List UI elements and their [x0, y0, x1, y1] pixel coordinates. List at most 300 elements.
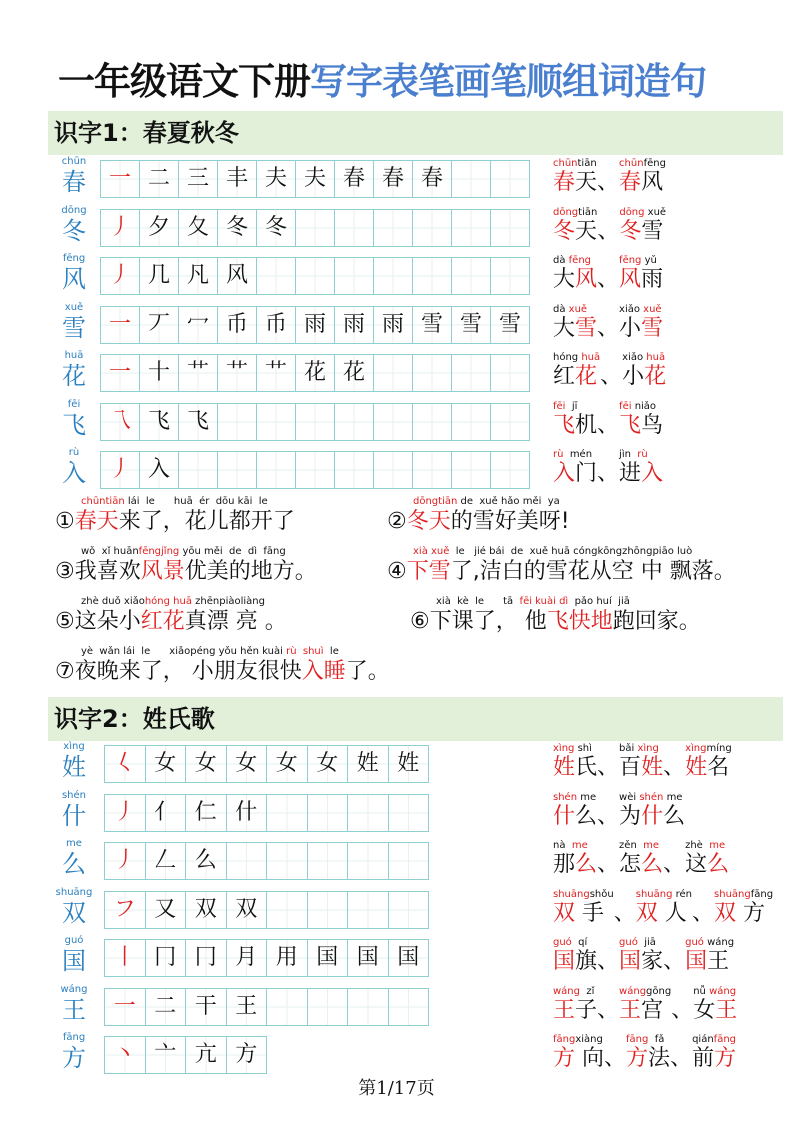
word-item: [553, 937, 597, 975]
plain-text: 了,洁白的雪花从空 中 飘落。: [450, 559, 736, 584]
word-chars: [553, 219, 597, 245]
word-chars: [692, 1046, 736, 1072]
word-item: [553, 840, 597, 878]
char-label: [52, 984, 96, 1025]
word-pinyin: [619, 743, 663, 755]
stroke-cell: 仁: [186, 795, 227, 831]
plain-text: shǒu: [589, 888, 614, 900]
separator: 、: [692, 900, 715, 926]
word-pinyin: [619, 937, 663, 949]
sentence-text: [55, 509, 295, 535]
plain-text: 么: [575, 803, 598, 829]
stroke-cell: 丿: [105, 843, 146, 879]
plain-text: wáng: [703, 937, 735, 948]
word-chars: [553, 901, 614, 927]
stroke-cell: [257, 258, 296, 294]
plain-text: shì: [574, 743, 592, 754]
stroke-cell: 十: [140, 355, 179, 391]
highlight-text: huā: [646, 352, 666, 363]
separator: 、: [597, 949, 620, 974]
plain-text: míng: [706, 743, 732, 754]
char-label: [52, 838, 96, 879]
char-label: [52, 253, 96, 294]
char-pinyin: xìng: [63, 741, 85, 752]
plain-text: 大: [553, 267, 576, 292]
plain-text: pǎo huí jiā: [568, 596, 630, 607]
word-pinyin: [619, 449, 663, 461]
stroke-grid: [100, 160, 530, 198]
stroke-cell: 国: [389, 940, 430, 976]
sentence-text: [387, 509, 570, 535]
char-pinyin: fēi: [67, 398, 81, 410]
highlight-text: 什: [641, 803, 664, 829]
word-chars: [553, 755, 597, 781]
plain-text: 女: [693, 997, 716, 1023]
char-label: [52, 399, 96, 440]
char-glyph: 姓: [62, 753, 86, 781]
stroke-grid: [100, 257, 530, 295]
plain-text: zǐ: [580, 985, 595, 997]
stroke-grid: [104, 745, 429, 783]
plain-text: le jié bái de xuě huā cóngkōngzhōngpiāo luò: [449, 546, 693, 557]
sentence-number: ③: [55, 559, 75, 584]
separator: 、: [597, 852, 620, 877]
highlight-text: 入: [553, 461, 576, 486]
word-pinyin: [619, 158, 666, 170]
sentence-text: [55, 609, 287, 635]
char-pinyin: dōng: [61, 204, 87, 216]
stroke-cell: 几: [140, 258, 179, 294]
word-pinyin: [636, 889, 692, 901]
plain-text: 门: [575, 461, 598, 486]
stroke-grid: [100, 209, 530, 247]
word-item: [714, 889, 773, 927]
stroke-cell: 一: [101, 355, 140, 391]
stroke-cell: 国: [308, 940, 349, 976]
stroke-cell: 花: [296, 355, 335, 391]
stroke-cell: 𠃋: [146, 843, 187, 879]
plain-text: 了。: [345, 659, 390, 684]
char-pinyin: shuāng: [55, 886, 93, 898]
sentence-pinyin: [55, 646, 390, 659]
stroke-cell: [413, 404, 452, 440]
highlight-text: xuě: [568, 303, 588, 315]
separator: 、: [600, 364, 623, 389]
word-item: [553, 743, 597, 781]
char-pinyin: huā: [64, 350, 84, 361]
highlight-text: 么: [641, 852, 664, 877]
sentence-text: [387, 559, 736, 585]
word-item: [619, 986, 671, 1024]
separator: 、: [597, 315, 620, 341]
highlight-text: fēi: [553, 400, 569, 412]
word-item: [619, 207, 666, 245]
word-item: [685, 937, 734, 975]
stroke-cell: [452, 210, 491, 246]
stroke-grid: [104, 939, 429, 977]
word-chars: [619, 804, 685, 830]
stroke-cell: [374, 452, 413, 488]
page-title: [58, 58, 706, 108]
stroke-grid: [104, 891, 429, 929]
highlight-text: xìng: [553, 743, 575, 754]
example-sentence: [55, 596, 287, 635]
stroke-cell: [296, 210, 335, 246]
stroke-cell: [267, 892, 308, 928]
highlight-text: 飞: [553, 412, 576, 438]
stroke-cell: 亢: [186, 1037, 227, 1073]
word-pinyin: [553, 986, 597, 998]
word-chars: [553, 267, 597, 293]
stroke-cell: 一: [105, 989, 146, 1025]
stroke-cell: 冂: [186, 940, 227, 976]
stroke-cell: [335, 258, 374, 294]
stroke-cell: 春: [374, 161, 413, 197]
stroke-cell: [374, 404, 413, 440]
highlight-text: 方: [626, 1046, 649, 1071]
stroke-cell: [491, 258, 530, 294]
word-item: [693, 986, 737, 1024]
sentence-pinyin: [387, 546, 736, 559]
highlight-text: 雪: [641, 315, 664, 341]
stroke-cell: [227, 843, 268, 879]
plain-text: 人: [657, 900, 687, 926]
plain-text: yōu měi de dì fāng: [179, 546, 286, 557]
word-item: [553, 792, 597, 830]
highlight-text: 方: [714, 1046, 737, 1071]
plain-text: qí: [571, 937, 588, 948]
word-group: [553, 352, 666, 390]
plain-text: 下课了， 他: [429, 609, 547, 634]
word-pinyin: [553, 304, 597, 316]
word-pinyin: [692, 1034, 736, 1046]
separator: 、: [670, 1046, 693, 1071]
highlight-text: xìng: [685, 743, 707, 754]
stroke-cell: [452, 161, 491, 197]
word-pinyin: [619, 792, 685, 804]
plain-text: 跑回家。: [612, 609, 701, 634]
word-pinyin: [553, 401, 597, 413]
word-item: [553, 986, 597, 1024]
stroke-cell: 二: [146, 989, 187, 1025]
plain-text: 方: [736, 900, 766, 926]
page-number: 第1/17页: [358, 1078, 435, 1099]
separator: 、: [597, 803, 620, 829]
word-chars: [619, 219, 666, 245]
plain-text: nǚ: [693, 985, 710, 997]
highlight-text: 冬天: [406, 509, 451, 534]
char-label: [52, 887, 96, 928]
highlight-text: 双: [635, 900, 658, 926]
plain-text: wèi: [619, 791, 640, 803]
highlight-text: chūntiān: [81, 496, 125, 507]
highlight-text: fāng: [713, 1034, 737, 1045]
stroke-cell: 双: [227, 892, 268, 928]
word-pinyin: [619, 304, 663, 316]
stroke-cell: 夂: [179, 210, 218, 246]
char-label: [52, 790, 96, 831]
stroke-cell: [179, 452, 218, 488]
plain-text: xiǎo: [622, 352, 647, 363]
stroke-cell: 币: [218, 307, 257, 343]
char-pinyin: shén: [61, 789, 87, 801]
stroke-cell: [296, 404, 335, 440]
stroke-cell: 丶: [105, 1037, 146, 1073]
stroke-cell: 风: [218, 258, 257, 294]
highlight-text: wáng: [709, 985, 737, 997]
highlight-text: me: [571, 840, 588, 851]
word-item: [619, 792, 685, 830]
stroke-cell: [308, 892, 349, 928]
plain-text: 王: [707, 949, 730, 974]
separator: 、: [597, 461, 620, 486]
char-glyph: 入: [62, 459, 86, 487]
plain-text: 法: [648, 1046, 671, 1071]
stroke-cell: [452, 258, 491, 294]
highlight-text: 什: [553, 803, 576, 829]
example-sentence: [387, 496, 570, 535]
plain-text: wǒ xǐ huān: [81, 546, 139, 557]
word-group: [553, 792, 685, 830]
plain-text: tiān: [577, 158, 597, 169]
highlight-text: dōng: [553, 206, 579, 218]
char-glyph: 花: [62, 362, 86, 390]
highlight-text: 国: [619, 949, 642, 974]
stroke-cell: [374, 210, 413, 246]
stroke-cell: [218, 452, 257, 488]
stroke-cell: 夕: [140, 210, 179, 246]
stroke-cell: [491, 452, 530, 488]
plain-text: dà: [553, 303, 569, 315]
char-glyph: 冬: [62, 216, 86, 245]
highlight-text: fāng: [553, 1034, 576, 1045]
word-chars: [636, 901, 692, 927]
word-group: [553, 401, 663, 439]
char-pinyin: chūn: [61, 156, 87, 167]
stroke-cell: 冬: [257, 210, 296, 246]
sentence-pinyin: [55, 596, 287, 609]
highlight-text: 国: [685, 949, 708, 974]
plain-text: 向: [575, 1046, 605, 1071]
plain-text: bǎi: [619, 743, 638, 754]
word-item: [622, 352, 666, 390]
word-pinyin: [553, 207, 597, 219]
sentence-pinyin: [55, 496, 295, 509]
char-glyph: 什: [62, 801, 86, 830]
stroke-cell: 冬: [218, 210, 257, 246]
word-group: [553, 255, 663, 293]
stroke-cell: 入: [140, 452, 179, 488]
word-pinyin: [619, 401, 663, 413]
highlight-text: xìng: [637, 743, 659, 754]
plain-text: le: [323, 646, 339, 657]
word-chars: [553, 804, 597, 830]
separator: 、: [604, 1046, 627, 1071]
stroke-cell: 夫: [257, 161, 296, 197]
stroke-cell: 丿: [101, 210, 140, 246]
word-group: [553, 449, 663, 487]
word-chars: [619, 755, 663, 781]
sentence-text: [55, 559, 317, 585]
plain-text: zěn: [619, 840, 644, 851]
plain-text: jiā: [637, 937, 656, 948]
stroke-cell: [348, 843, 389, 879]
plain-text: me: [577, 791, 597, 803]
section-heading-1: [48, 111, 783, 155]
stroke-cell: [267, 795, 308, 831]
plain-text: 红: [553, 364, 576, 389]
stroke-cell: 女: [308, 746, 349, 782]
stroke-cell: 干: [186, 989, 227, 1025]
stroke-cell: 雨: [335, 307, 374, 343]
stroke-cell: 二: [140, 161, 179, 197]
word-chars: [685, 949, 734, 975]
stroke-grid: [104, 842, 429, 880]
stroke-cell: 飞: [140, 404, 179, 440]
word-pinyin: [714, 889, 773, 901]
highlight-text: guó: [685, 937, 704, 948]
highlight-text: fēngjǐng: [138, 546, 180, 557]
highlight-text: 方: [553, 1046, 576, 1071]
word-item: [553, 1034, 604, 1072]
stroke-cell: 三: [179, 161, 218, 197]
plain-text: 子: [575, 997, 598, 1023]
highlight-text: 姓: [553, 755, 576, 780]
stroke-cell: 春: [413, 161, 452, 197]
stroke-cell: 方: [227, 1037, 268, 1073]
highlight-text: 王: [553, 997, 576, 1023]
stroke-grid: [100, 306, 530, 344]
separator: 、: [613, 900, 636, 926]
highlight-text: 入睡: [301, 659, 346, 684]
stroke-cell: 艹: [218, 355, 257, 391]
stroke-cell: [389, 989, 430, 1025]
char-glyph: 雪: [62, 313, 86, 342]
separator: 、: [663, 852, 686, 877]
plain-text: 氏: [575, 755, 598, 780]
stroke-cell: [296, 258, 335, 294]
stroke-cell: 姓: [389, 746, 430, 782]
word-chars: [553, 413, 597, 439]
word-pinyin: [553, 352, 600, 364]
plain-text: 的雪好美呀!: [450, 509, 570, 534]
stroke-cell: 雪: [452, 307, 491, 343]
highlight-text: wáng: [553, 985, 580, 997]
highlight-text: 冬: [553, 218, 576, 244]
word-group: [553, 304, 663, 342]
stroke-cell: 艹: [257, 355, 296, 391]
plain-text: 我喜欢: [74, 559, 141, 584]
highlight-text: 花: [575, 364, 598, 389]
stroke-grid: [104, 1036, 267, 1074]
word-pinyin: [626, 1034, 670, 1046]
char-glyph: 飞: [62, 410, 86, 439]
word-item: [619, 937, 663, 975]
stroke-cell: 币: [257, 307, 296, 343]
section-heading-text: 识字2：姓氏歌: [54, 705, 215, 733]
plain-text: tiān: [578, 206, 598, 218]
example-sentence: [55, 546, 317, 585]
stroke-cell: 丆: [140, 307, 179, 343]
word-chars: [619, 852, 663, 878]
word-chars: [553, 170, 597, 196]
word-chars: [619, 998, 671, 1024]
word-chars: [622, 364, 666, 390]
highlight-text: 王: [619, 997, 642, 1023]
stroke-cell: 艹: [179, 355, 218, 391]
word-group: [553, 986, 737, 1024]
stroke-cell: [389, 843, 430, 879]
highlight-text: guó: [619, 937, 638, 948]
sentence-number: ⑥: [410, 609, 430, 634]
highlight-text: 姓: [685, 755, 708, 780]
char-label: [52, 205, 96, 246]
plain-text: 么: [663, 803, 686, 829]
char-pinyin: guó: [64, 935, 84, 946]
stroke-cell: 什: [227, 795, 268, 831]
char-glyph: 么: [62, 850, 86, 878]
word-group: [553, 158, 666, 196]
highlight-text: me: [643, 840, 660, 851]
plain-text: lái le huā ér dōu kāi le: [124, 496, 268, 507]
word-item: [553, 158, 597, 196]
stroke-cell: 么: [186, 843, 227, 879]
plain-text: 小: [622, 364, 645, 389]
stroke-cell: 飞: [179, 404, 218, 440]
highlight-text: fēng: [568, 255, 592, 266]
word-pinyin: [693, 986, 737, 998]
highlight-text: 春: [619, 170, 642, 195]
plain-text: 怎: [619, 852, 642, 877]
plain-text: 旗: [575, 949, 598, 974]
highlight-text: fāng: [626, 1034, 649, 1045]
stroke-cell: 王: [227, 989, 268, 1025]
plain-text: 家: [641, 949, 664, 974]
plain-text: xuě: [644, 206, 667, 218]
word-chars: [685, 755, 732, 781]
word-item: [553, 401, 597, 439]
stroke-cell: 双: [186, 892, 227, 928]
example-sentence: [387, 546, 736, 585]
highlight-text: 风景: [140, 559, 185, 584]
stroke-cell: [308, 843, 349, 879]
word-pinyin: [685, 937, 734, 949]
example-sentence: [55, 496, 295, 535]
sentence-number: ⑦: [55, 659, 75, 684]
highlight-text: 飞快地: [546, 609, 613, 634]
stroke-cell: 女: [146, 746, 187, 782]
word-chars: [619, 413, 663, 439]
highlight-text: 风: [619, 267, 642, 292]
stroke-cell: 用: [267, 940, 308, 976]
word-pinyin: [553, 158, 597, 170]
word-chars: [553, 1046, 604, 1072]
separator: 、: [597, 755, 620, 780]
stroke-cell: 丿: [101, 452, 140, 488]
plain-text: jī: [568, 400, 578, 412]
separator: 、: [597, 412, 620, 438]
highlight-text: guó: [553, 937, 572, 948]
word-pinyin: [553, 255, 597, 267]
char-glyph: 方: [62, 1044, 86, 1072]
word-pinyin: [685, 840, 729, 852]
word-item: [553, 352, 600, 390]
word-chars: [619, 949, 663, 975]
plain-text: 前: [692, 1046, 715, 1071]
word-item: [553, 255, 597, 293]
word-chars: [626, 1046, 670, 1072]
highlight-text: dōngtiān: [413, 496, 458, 507]
